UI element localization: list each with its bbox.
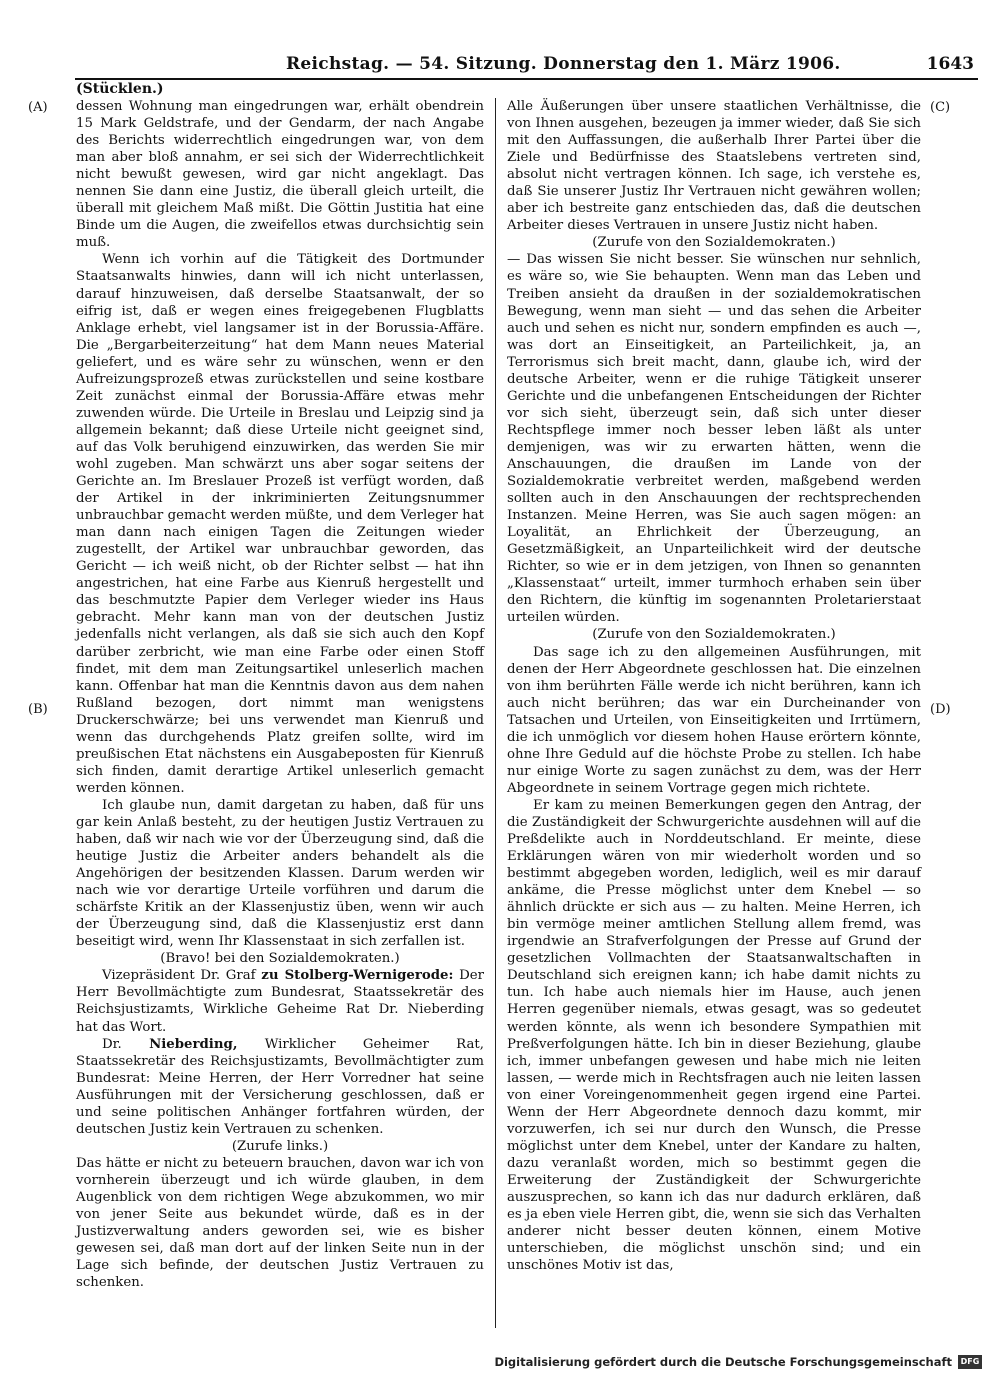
interjection: (Zurufe von den Sozialdemokraten.) <box>592 627 836 643</box>
paragraph: Alle Äußerungen über unsere staatlichen Verhältnisse, die von Ihnen ausgehen, bezeugen ja immer wieder, daß Sie sich mit den Auffassungen, die außerhalb Ihrer Partei über die Ziele und Bedürfnisse des Staatslebens vertreten sind, absolut nicht vertragen können. Ich sage, ich verstehe es, daß Sie unserer Justiz Ihr Vertrauen nicht gewähren wollen; aber ich bestreite ganz entschieden das, daß die deutschen Arbeiter dieses Vertrauen in unsere Justiz nicht haben. <box>507 99 921 234</box>
speaker-text: Wirklicher Geheimer Rat, Staatssekretär des Reichsjustizamts, Bevollmächtigter zum Bundesrat: Meine Herren, der Herr Vorredner hat seine Ausführungen mit der Versicherung geschlossen, daß er und seine politischen Anhänger fortfahren würden, der deutschen Justiz kein Vertrauen zu schenken. <box>76 1036 484 1137</box>
page-header <box>75 52 978 80</box>
paragraph: — Das wissen Sie nicht besser. Sie wünschen nur sehnlich, es wäre so, wie Sie behaupten. Wenn man das Leben und Treiben ansieht da draußen in der sozialdemokratischen Bewegung, wenn man sieht — und das sehen die Arbeiter auch und sehen es nicht nur, sondern empfinden es auch —, was dort an Einseitigkeit, an Parteilichkeit, ja, an Terrorismus sich breit macht, dann, glaube ich, wird der deutsche Arbeiter, wenn er die ruhige Tätigkeit unserer Gerichte und die unbefangenen Entscheidungen der Richter vor sich sieht, überzeugt sein, daß sich unter dieser Rechtspflege immer noch besser leben läßt als unter demjenigen, was wir zu erwarten hätten, wenn die Anschauungen, die draußen im Lande von der Sozialdemokratie verbreitet werden, maßgebend werden sollten auch in den Anschauungen der rechtsprechenden Instanzen. Meine Herren, was Sie auch sagen mögen: an Loyalität, an Ehrlichkeit der Überzeugung, an Gesetzmäßigkeit, an Unparteilichkeit wird der deutsche Richter, so wie er in dem jetzigen, von Ihnen so genannten „Klassenstaat“ urteilt, immer turmhoch erhaben sein über den Richtern, die künftig im sogenannten Proletarierstaat urteilen würden. <box>507 252 921 626</box>
paragraph: Wenn ich vorhin auf die Tätigkeit des Dortmunder Staatsanwalts hinwies, dann will ich nicht unterlassen, darauf hinzuweisen, daß derselbe Staatsanwalt, der so eifrig ist, daß er wegen eines freigegebenen Flugblatts Anklage erhebt, viel langsamer ist in der Borussia-Affäre. Die „Bergarbeiterzeitung“ hat dem Mann neues Material geliefert, und es wäre sehr zu wünschen, wenn er den Aufreizungsprozeß etwas zurückstellen und seine kostbare Zeit zunächst einmal der Borussia-Affäre etwas mehr zuwenden würde. Die Urteile in Breslau und Leipzig sind ja allgemein bekannt; daß diese Urteile nicht geeignet sind, auf das Volk beruhigend einzuwirken, das werden Sie mir wohl zugeben. Man schwärzt uns aber sogar seitens der Gerichte an. Im Breslauer Prozeß ist verfügt worden, daß der Artikel in der inkriminierten Zeitungsnummer unbrauchbar gemacht werden müßte, und dem Verleger hat man dann nach einigen Tagen die Zeitungen wieder zugestellt, der Artikel war unbrauchbar geworden, das Gericht — ich weiß nicht, ob der Richter selbst — hat ihn angestrichen, hat eine Farbe aus Kienruß hergestellt und das beschmutzte Papier dem Verleger wieder ins Haus gebracht. Mehr kann man von der deutschen Justiz jedenfalls nicht verlangen, als daß sie sich auch den Kopf darüber zerbricht, wie man eine Farbe oder einen Stoff findet, mit dem man Zeitungsartikel unleserlich machen kann. Offenbar hat man die Kenntnis davon aus dem nahen Rußland bezogen, dort nimmt man wenigstens Druckerschwärze; bei uns verwendet man Kienruß und wenn das durchgehends Platz greifen sollte, wird im preußischen Etat nächstens ein Ausgabeposten für Kienruß sich finden, damit derartige Artikel unleserlich gemacht werden können. <box>76 252 484 796</box>
paragraph: dessen Wohnung man eingedrungen war, erhält obendrein 15 Mark Geldstrafe, und der Gendarm, der nach Angabe des Berichts widerrechtlich eingedrungen war, von dem man aber bloß annahm, er sei sich der Widerrechtlichkeit nicht bewußt gewesen, wird gar nicht angeklagt. Das nennen Sie dann eine Justiz, die überall gleich urteilt, die überall mit gleichem Maß mißt. Die Göttin Justitia hat eine Binde um die Augen, die zweifellos etwas durchsichtig sein muß. <box>76 99 484 251</box>
paragraph: Das hätte er nicht zu beteuern brauchen, davon war ich von vornherein überzeugt und ich würde glauben, in dem Augenblick von dem richtigen Wege abzukommen, wo mir von jener Seite aus bekundet würde, daß es in der Justizverwaltung anders geworden sei, wie es bisher gewesen sei, daß man dort auf der linken Seite nun in der Lage sich befinde, der deutschen Justiz Vertrauen zu schenken. <box>76 1155 484 1291</box>
margin-mark-d: (D) <box>930 702 951 717</box>
margin-mark-b: (B) <box>28 702 48 717</box>
paragraph: Das sage ich zu den allgemeinen Ausführungen, mit denen der Herr Abgeordnete geschlossen hat. Die einzelnen von ihm berührten Fälle werde ich nicht berühren, kann ich auch nicht berühren; das war ein Durcheinander von Tatsachen und Urteilen, von Einseitigkeiten und Irrtümern, die ich unmöglich vor diesem hohen Hause erörtern könnte, ohne Ihre Geduld auf die höchste Probe zu stellen. Ich habe nur einige Worte zu sagen zunächst zu dem, was der Herr Abgeordnete in seinem Vortrage gegen mich richtete. <box>507 644 921 796</box>
margin-mark-a: (A) <box>28 100 48 115</box>
left-column <box>76 98 484 1291</box>
footer <box>494 1355 982 1369</box>
paragraph: Er kam zu meinen Bemerkungen gegen den Antrag, der die Zuständigkeit der Schwurgerichte ausdehnen will auf die Preßdelikte auch in Norddeutschland. Er meinte, diese Erklärungen wären von mir wiederholt worden und so bestimmt abgegeben worden, lediglich, weil es mir darauf ankäme, die Presse möglichst unter dem Knebel — so ähnlich drückte er sich aus — zu halten. Meine Herren, ich bin vermöge meiner amtlichen Stellung allem fremd, was irgendwie an Strafverfolgungen der Presse auf Grund der gesetzlichen Vollmachten der Staatsanwaltschaften in Deutschland sich ereignen kann; ich habe damit nichts zu tun. Ich habe auch niemals hier im Hause, auch jenen Herren gegenüber niemals, etwas gesagt, was so gedeutet werden könnte, als wenn ich besondere Sympathien mit Preßverfolgungen hätte. Ich bin in dieser Beziehung, glaube ich, immer unbefangen gewesen und habe mich nie leiten lassen, — werde mich in Rechtsfragen auch nie leiten lassen von einer Voreingenommenheit gegen irgend eine Partei. Wenn der Herr Abgeordnete dennoch dazu kommt, mir vorzuwerfen, ich sei nur durch den Wunsch, die Presse möglichst unter dem Knebel, unter der Kandare zu halten, dazu veranlaßt worden, mich so bestimmt gegen die Erweiterung der Zuständigkeit der Schwurgerichte auszusprechen, so kann ich das nur dadurch erklären, daß es ja eben viele Herren gibt, die, wenn sie sich das Verhalten anderer nicht besser deuten können, einem Motive unterschieben, die möglichst unschön sind; und ein unschönes Motiv ist das, <box>507 797 921 1274</box>
speaker-text: Der Herr Bevollmächtigte zum Bundesrat, Staatssekretär des Reichsjustizamts, Wirkliche Geheime Rat Dr. Nieberding hat das Wort. <box>76 968 484 1035</box>
speaker-intro: Vizepräsident Dr. Graf <box>102 968 262 984</box>
speaker-label: (Stücklen.) <box>76 81 164 97</box>
footer-text: Digitalisierung gefördert durch die Deutsche Forschungsgemeinschaft <box>494 1355 952 1369</box>
page-title: Reichstag. — 54. Sitzung. Donnerstag den 1. März 1906. <box>286 54 841 74</box>
speaker-intro: Dr. <box>102 1036 150 1052</box>
interjection: (Zurufe von den Sozialdemokraten.) <box>592 235 836 251</box>
speaker-name: Nieberding, <box>149 1036 238 1052</box>
paragraph <box>76 967 484 1035</box>
page-number: 1643 <box>926 54 974 74</box>
right-column <box>507 98 921 1274</box>
interjection: (Bravo! bei den Sozialdemokraten.) <box>160 951 400 967</box>
margin-mark-c: (C) <box>930 100 951 115</box>
dfg-logo-icon: DFG <box>958 1355 982 1369</box>
speaker-name: zu Stolberg-Wernigerode: <box>261 968 454 984</box>
paragraph <box>76 1036 484 1138</box>
column-divider <box>495 98 496 1328</box>
interjection: (Zurufe links.) <box>231 1138 329 1154</box>
paragraph: Ich glaube nun, damit dargetan zu haben, daß für uns gar kein Anlaß besteht, zu der heutigen Justiz Vertrauen zu haben, daß wir nach wie vor der Überzeugung sind, daß die heutige Justiz die Arbeiter anders behandelt als die Angehörigen der besitzenden Klassen. Darum werden wir nach wie vor derartige Urteile vorführen und darum die schärfste Kritik an der Klassenjustiz üben, wenn wir auch der Überzeugung sind, daß die Klassenjustiz erst dann beseitigt wird, wenn Ihr Klassenstaat in sich zerfallen ist. <box>76 797 484 950</box>
